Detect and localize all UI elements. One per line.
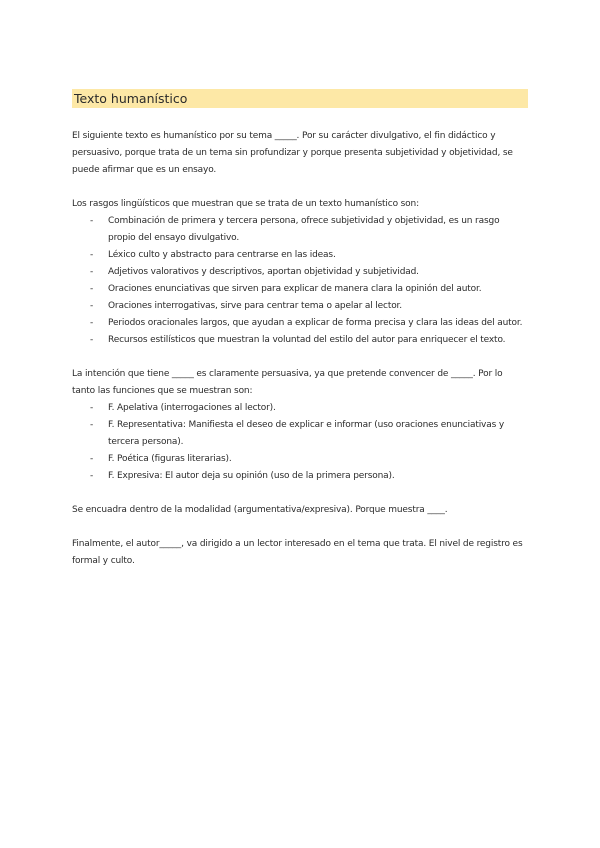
modalidad-paragraph: Se encuadra dentro de la modalidad (argumentativa/expresiva). Porque muestra ____. (72, 505, 448, 515)
list-item: - F. Expresiva: El autor deja su opinión (uso de la primera persona). (72, 468, 528, 485)
intencion-paragraph: La intención que tiene _____ es claramente persuasiva, ya que pretende convencer de _____. Por lo tanto las funciones que se muestran son: (72, 369, 503, 396)
bullet-dash: - (90, 335, 94, 345)
bullet-dash: - (90, 471, 94, 481)
funciones-list (72, 400, 528, 485)
rasgos-list (72, 213, 528, 349)
list-item: - Combinación de primera y tercera persona, ofrece subjetividad y objetividad, es un rasgo propio del ensayo divulgativo. (72, 213, 528, 247)
bullet-dash: - (90, 250, 94, 260)
document-page (72, 89, 528, 570)
bullet-dash: - (90, 216, 94, 226)
list-item: - Periodos oracionales largos, que ayudan a explicar de forma precisa y clara las ideas del autor. (72, 315, 528, 332)
list-item: - F. Apelativa (interrogaciones al lector). (72, 400, 528, 417)
bullet-dash: - (90, 301, 94, 311)
bullet-dash: - (90, 267, 94, 277)
list-item: - Oraciones interrogativas, sirve para centrar tema o apelar al lector. (72, 298, 528, 315)
rasgos-intro: Los rasgos lingüísticos que muestran que se trata de un texto humanístico son: (72, 199, 419, 209)
bullet-dash: - (90, 420, 94, 430)
bullet-dash: - (90, 318, 94, 328)
list-item: - Léxico culto y abstracto para centrarse en las ideas. (72, 247, 528, 264)
list-item: - F. Poética (figuras literarias). (72, 451, 528, 468)
bullet-dash: - (90, 403, 94, 413)
bullet-dash: - (90, 454, 94, 464)
section-title: Texto humanístico (72, 89, 528, 108)
list-item: - F. Representativa: Manifiesta el deseo de explicar e informar (uso oraciones enunciativas y tercera persona). (72, 417, 528, 451)
list-item: - Oraciones enunciativas que sirven para explicar de manera clara la opinión del autor. (72, 281, 528, 298)
list-item: - Adjetivos valorativos y descriptivos, aportan objetividad y subjetividad. (72, 264, 528, 281)
intro-paragraph: El siguiente texto es humanístico por su tema _____. Por su carácter divulgativo, el fin didáctico y persuasivo, porque trata de un tema sin profundizar y porque presenta subjetividad y objetividad, se puede afirmar que es un ensayo. (72, 131, 513, 175)
bullet-dash: - (90, 284, 94, 294)
final-paragraph: Finalmente, el autor_____, va dirigido a un lector interesado en el tema que trata. El nivel de registro es formal y culto. (72, 539, 523, 566)
list-item: - Recursos estilísticos que muestran la voluntad del estilo del autor para enriquecer el texto. (72, 332, 528, 349)
